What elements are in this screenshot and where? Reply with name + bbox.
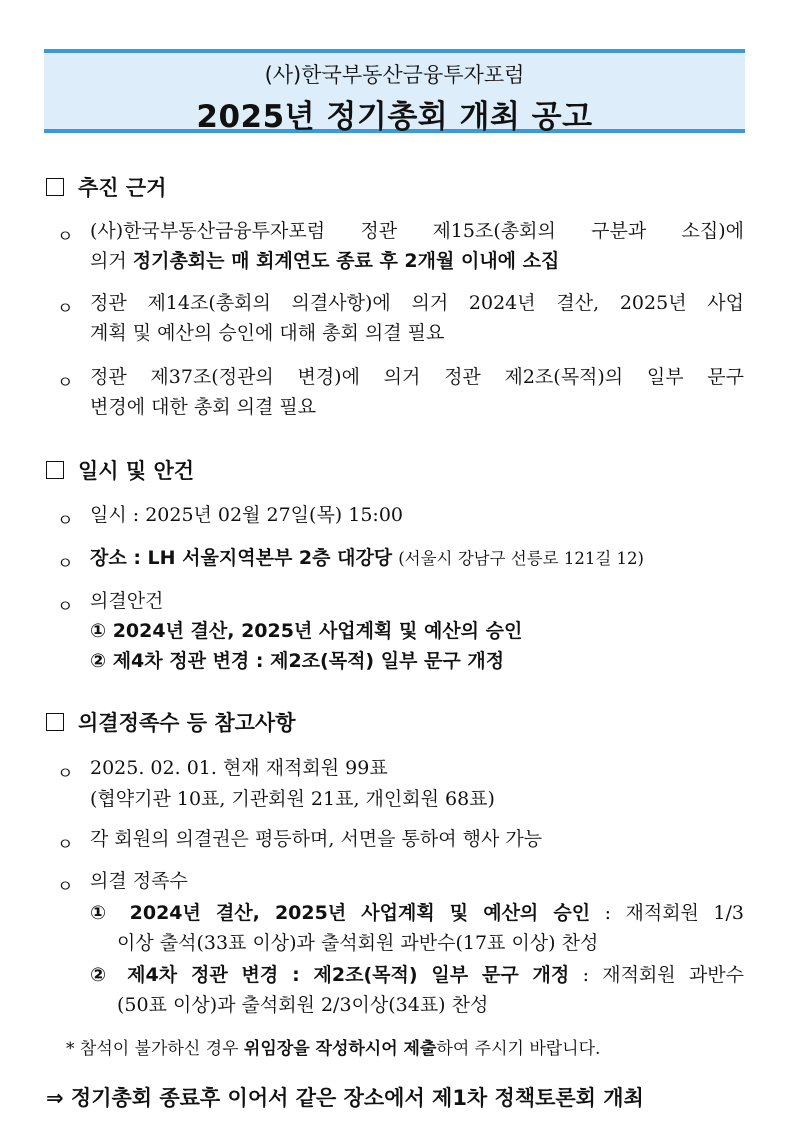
bullet-icon: ㅇ — [57, 511, 74, 531]
quorum-item-1-line-2: 이상 출석(33표 이상)과 출석회원 과반수(17표 이상) 찬성 — [117, 932, 599, 954]
bullet-icon: ㅇ — [57, 554, 74, 574]
quorum-item-2-line-1: ② 제4차 정관 변경 : 제2조(목적) 일부 문구 개정 : 재적회원 과반수 — [90, 964, 745, 986]
policy-forum-notice: ⇒ 정기총회 종료후 이어서 같은 장소에서 제1차 정책토론회 개최 — [46, 1086, 644, 1110]
quorum-item-2-line-2: (50표 이상)과 출석회원 2/3이상(34표) 찬성 — [117, 994, 489, 1016]
meeting-place: 장소 : LH 서울지역본부 2층 대강당 (서울시 강남구 선릉로 121길 12) — [90, 547, 644, 569]
bullet-icon: ㅇ — [57, 227, 74, 247]
organization-name: (사)한국부동산금융투자포럼 — [264, 63, 525, 87]
bullet-icon: ㅇ — [57, 299, 74, 319]
member-breakdown: (협약기관 10표, 기관회원 21표, 개인회원 68표) — [90, 788, 495, 810]
bullet-icon: ㅇ — [57, 597, 74, 617]
section-heading-schedule: 일시 및 안건 — [46, 455, 194, 485]
notice-header — [44, 49, 745, 133]
bullet-icon: ㅇ — [57, 877, 74, 897]
checkbox-square-icon — [46, 461, 64, 479]
checkbox-square-icon — [46, 178, 64, 196]
section-heading-basis: 추진 근거 — [46, 172, 166, 202]
basis-item-2-line-2: 계획 및 예산의 승인에 대해 총회 의결 필요 — [90, 322, 445, 344]
member-count: 2025. 02. 01. 현재 재적회원 99표 — [90, 757, 388, 779]
basis-item-1-line-2: 의거 정기총회는 매 회계연도 종료 후 2개월 이내에 소집 — [90, 250, 560, 272]
quorum-label: 의결 정족수 — [90, 870, 188, 892]
notice-title: 2025년 정기총회 개최 공고 — [196, 99, 593, 135]
agenda-item-1: ① 2024년 결산, 2025년 사업계획 및 예산의 승인 — [90, 620, 523, 642]
basis-item-2-line-1: 정관 제14조(총회의 의결사항)에 의거 2024년 결산, 2025년 사업 — [90, 292, 744, 314]
bullet-icon: ㅇ — [57, 835, 74, 855]
section-heading-quorum: 의결정족수 등 참고사항 — [46, 707, 295, 737]
agenda-item-2: ② 제4차 정관 변경 : 제2조(목적) 일부 문구 개정 — [90, 650, 505, 672]
voting-rights: 각 회원의 의결권은 평등하며, 서면을 통하여 행사 가능 — [90, 828, 543, 850]
basis-item-3-line-2: 변경에 대한 총회 의결 필요 — [90, 396, 317, 418]
basis-item-1-line-1: (사)한국부동산금융투자포럼 정관 제15조(총회의 구분과 소집)에 — [90, 220, 744, 242]
bullet-icon: ㅇ — [57, 764, 74, 784]
bullet-icon: ㅇ — [57, 373, 74, 393]
quorum-item-1-line-1: ① 2024년 결산, 2025년 사업계획 및 예산의 승인 : 재적회원 1/3 — [90, 902, 744, 924]
proxy-note: * 참석이 불가하신 경우 위임장을 작성하시어 제출하여 주시기 바랍니다. — [66, 1039, 601, 1059]
checkbox-square-icon — [46, 713, 64, 731]
meeting-date: 일시 : 2025년 02월 27일(목) 15:00 — [90, 504, 404, 526]
basis-item-3-line-1: 정관 제37조(정관의 변경)에 의거 정관 제2조(목적)의 일부 문구 — [90, 366, 744, 388]
agenda-label: 의결안건 — [90, 590, 164, 612]
